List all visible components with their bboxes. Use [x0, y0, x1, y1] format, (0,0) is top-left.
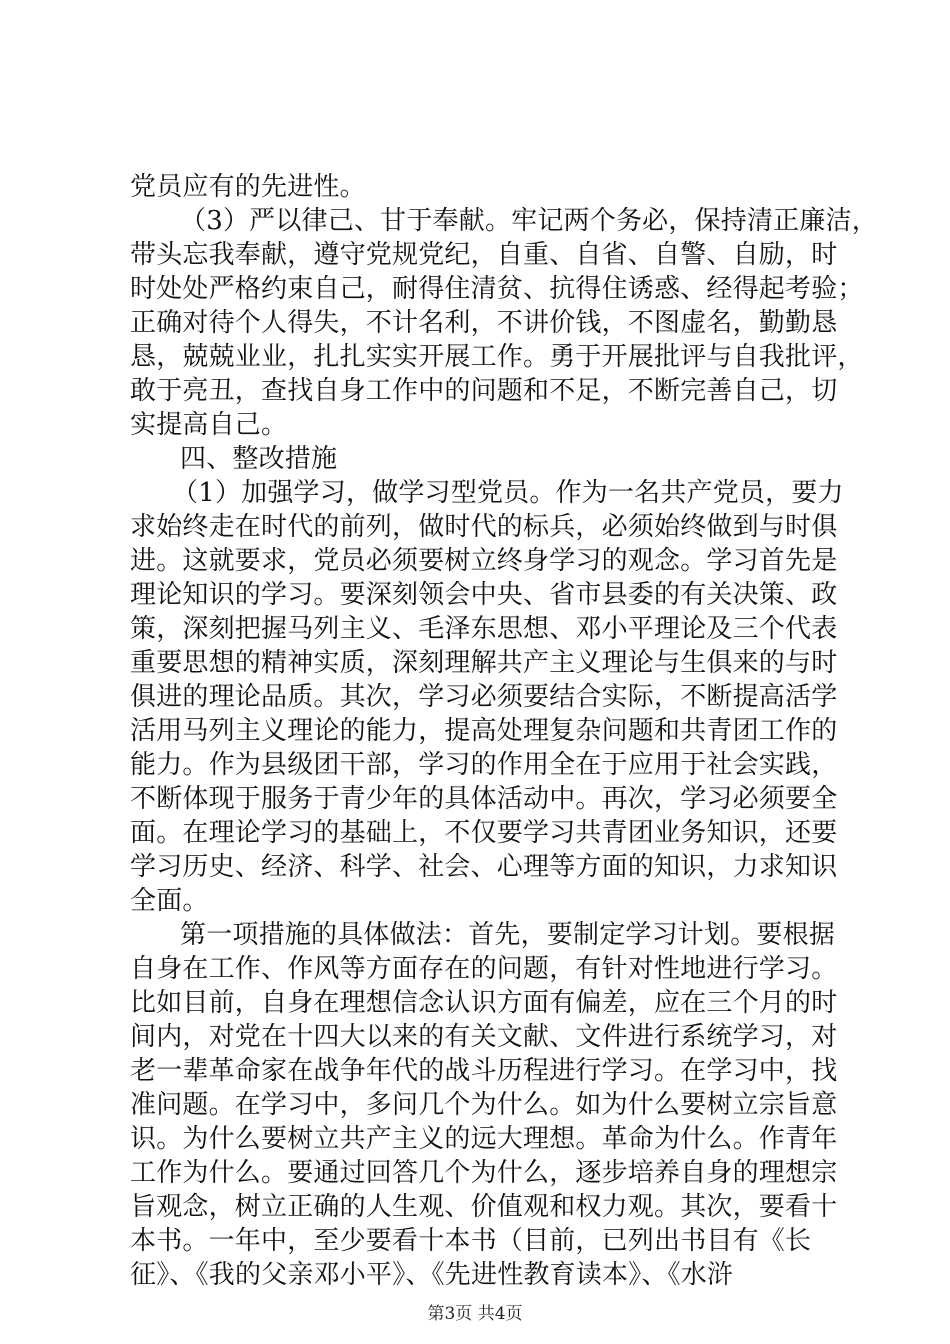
text-line: 第一项措施的具体做法：首先，要制定学习计划。要根据 — [180, 920, 836, 950]
text-line: 敢于亮丑，查找自身工作中的问题和不足，不断完善自己，切 — [130, 376, 838, 406]
text-line: 不断体现于服务于青少年的具体活动中。再次，学习必须要全 — [130, 784, 838, 814]
text-line: 能力。作为县级团干部，学习的作用全在于应用于社会实践， — [130, 750, 838, 780]
section-heading: 四、整改措施 — [180, 444, 338, 474]
text-line: 实提高自己。 — [130, 410, 288, 440]
text-line: 党员应有的先进性。 — [130, 172, 366, 202]
text-line: 恳，兢兢业业，扎扎实实开展工作。勇于开展批评与自我批评， — [130, 342, 864, 372]
text-line: 时处处严格约束自己，耐得住清贫、抗得住诱惑、经得起考验； — [130, 274, 864, 304]
text-line: 全面。 — [130, 886, 209, 916]
text-line: 工作为什么。要通过回答几个为什么，逐步培养自身的理想宗 — [130, 1158, 838, 1188]
text-line: 本书。一年中，至少要看十本书（目前，已列出书目有《长 — [130, 1226, 812, 1256]
text-line: 进。这就要求，党员必须要树立终身学习的观念。学习首先是 — [130, 546, 838, 576]
text-line: 活用马列主义理论的能力，提高处理复杂问题和共青团工作的 — [130, 716, 838, 746]
text-line: 准问题。在学习中，多问几个为什么。如为什么要树立宗旨意 — [130, 1090, 838, 1120]
text-line: 学习历史、经济、科学、社会、心理等方面的知识，力求知识 — [130, 852, 838, 882]
text-line: （3）严以律己、甘于奉献。牢记两个务必，保持清正廉洁， — [180, 206, 878, 236]
page-number-footer: 第3页 共4页 — [427, 1304, 523, 1324]
text-line: 老一辈革命家在战争年代的战斗历程进行学习。在学习中，找 — [130, 1056, 838, 1086]
text-line: 策，深刻把握马列主义、毛泽东思想、邓小平理论及三个代表 — [130, 614, 838, 644]
text-line: 面。在理论学习的基础上，不仅要学习共青团业务知识，还要 — [130, 818, 838, 848]
text-line: 自身在工作、作风等方面存在的问题，有针对性地进行学习。 — [130, 954, 838, 984]
text-line: 旨观念，树立正确的人生观、价值观和权力观。其次，要看十 — [130, 1192, 838, 1222]
text-line: （1）加强学习，做学习型党员。作为一名共产党员，要力 — [172, 478, 844, 508]
text-line: 正确对待个人得失，不计名利，不讲价钱，不图虚名，勤勤恳 — [130, 308, 838, 338]
text-line: 比如目前，自身在理想信念认识方面有偏差，应在三个月的时 — [130, 988, 838, 1018]
text-line: 理论知识的学习。要深刻领会中央、省市县委的有关决策、政 — [130, 580, 838, 610]
text-line: 间内，对党在十四大以来的有关文献、文件进行系统学习，对 — [130, 1022, 838, 1052]
text-line: 求始终走在时代的前列，做时代的标兵，必须始终做到与时俱 — [130, 512, 838, 542]
text-line: 征》、《我的父亲邓小平》、《先进性教育读本》、《水浒 — [130, 1260, 734, 1290]
text-line: 俱进的理论品质。其次，学习必须要结合实际，不断提高活学 — [130, 682, 838, 712]
text-line: 重要思想的精神实质，深刻理解共产主义理论与生俱来的与时 — [130, 648, 838, 678]
text-line: 识。为什么要树立共产主义的远大理想。革命为什么。作青年 — [130, 1124, 838, 1154]
text-line: 带头忘我奉献，遵守党规党纪，自重、自省、自警、自励，时 — [130, 240, 838, 270]
